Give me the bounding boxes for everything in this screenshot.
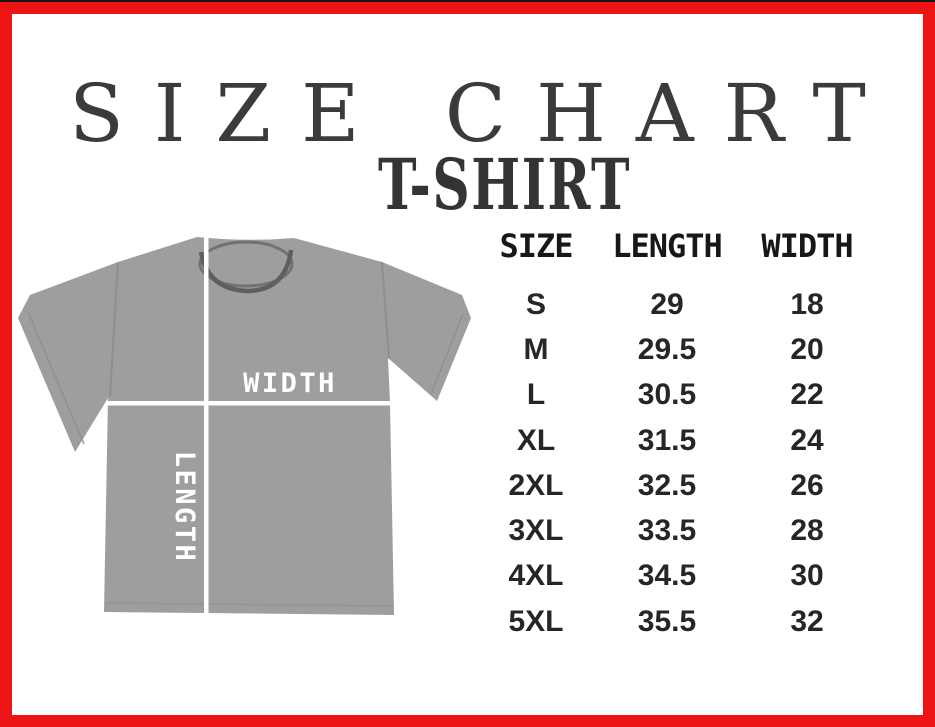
- table-row: [480, 327, 872, 372]
- cell-width: 18: [790, 287, 824, 321]
- cell-width: 22: [790, 378, 824, 412]
- cell-size: M: [523, 332, 549, 366]
- width-measure-line: [107, 401, 437, 406]
- table-row: [480, 463, 872, 508]
- table-row: [480, 282, 872, 327]
- cell-width: 30: [790, 559, 824, 593]
- table-row: [480, 418, 872, 463]
- cell-width: 32: [790, 604, 824, 638]
- page-subtitle: T-SHIRT: [377, 143, 632, 226]
- length-measure-line: [204, 234, 209, 620]
- table-row: [480, 599, 872, 644]
- length-label: LENGTH: [169, 450, 200, 564]
- cell-size: S: [525, 287, 546, 321]
- header-width: WIDTH: [761, 227, 853, 265]
- cell-size: 5XL: [508, 604, 564, 638]
- cell-length: 31.5: [637, 423, 697, 457]
- cell-length: 30.5: [637, 378, 697, 412]
- header-size: SIZE: [499, 227, 573, 265]
- cell-length: 32.5: [637, 468, 697, 502]
- cell-size: L: [526, 378, 546, 412]
- table-row: [480, 373, 872, 418]
- cell-length: 33.5: [637, 514, 697, 548]
- cell-size: 4XL: [508, 559, 564, 593]
- cell-size: 2XL: [508, 468, 564, 502]
- tshirt-fabric-texture: [18, 237, 471, 615]
- width-label: WIDTH: [243, 368, 337, 399]
- cell-size: 3XL: [508, 514, 564, 548]
- table-row: [480, 554, 872, 599]
- table-row: [480, 508, 872, 553]
- page-title: SIZE CHART: [69, 67, 896, 160]
- size-table-rows: [480, 282, 872, 644]
- cell-length: 35.5: [637, 604, 697, 638]
- cell-length: 34.5: [637, 559, 697, 593]
- cell-width: 24: [790, 423, 824, 457]
- cell-width: 20: [790, 332, 824, 366]
- size-table: [480, 227, 872, 644]
- cell-size: XL: [516, 423, 556, 457]
- cell-length: 29.5: [637, 332, 697, 366]
- header-length: LENGTH: [612, 227, 722, 265]
- cell-width: 28: [790, 514, 824, 548]
- size-table-header-row: [480, 227, 872, 265]
- cell-width: 26: [790, 468, 824, 502]
- cell-length: 29: [650, 287, 684, 321]
